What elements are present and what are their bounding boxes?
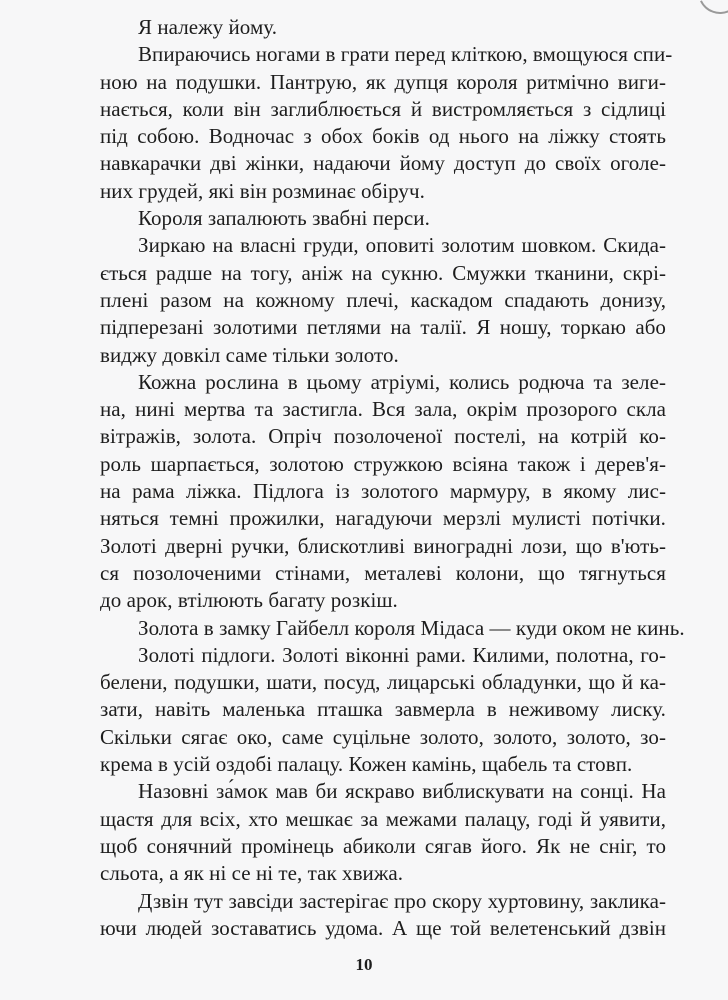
- paragraph: [62, 615, 685, 642]
- page-number: 10: [355, 955, 373, 974]
- text-line: ся позолоченими стінами, металеві колони, що тягнуться: [100, 560, 666, 585]
- text-line: Короля запалюють звабні перси.: [138, 206, 430, 231]
- page-corner-curl: [692, 0, 728, 20]
- text-line: Назовні за́мок мав би яскраво виблискувати на сонці. На: [138, 779, 666, 804]
- text-line: Впираючись ногами в грати перед кліткою, вмощуюся спи-: [138, 42, 673, 67]
- text-line: Дзвін тут завсіди застерігає про скору хуртовину, заклика-: [138, 888, 666, 913]
- paragraph: [62, 888, 666, 943]
- paragraph: [62, 369, 666, 615]
- paragraph: [62, 205, 666, 232]
- text-line: щастя для всіх, хто мешкає за межами палацу, годі й уявити,: [100, 806, 666, 831]
- text-line: щоб сонячний промінець абиколи сягав його. Як не сніг, то: [100, 833, 666, 858]
- text-line: зати, навіть маленька пташка завмерла в неживому лиску.: [100, 697, 666, 722]
- text-line: ється радше на тогу, аніж на сукню. Смужки тканини, скрі-: [100, 260, 666, 285]
- text-line: Золоті підлоги. Золоті віконні рами. Килими, полотна, го-: [138, 642, 666, 667]
- text-line: ючи людей зоставатись удома. А ще той велетенський дзвін: [100, 915, 666, 940]
- text-line: ною на подушки. Пантрую, як дупця короля ритмічно виги-: [100, 69, 666, 94]
- page-text: [62, 14, 685, 942]
- text-line: Скільки сягає око, саме суцільне золото, золото, золото, зо-: [100, 724, 666, 749]
- paragraph: [62, 232, 666, 368]
- text-line: крема в усій оздобі палацу. Кожен камінь, щабель та стовп.: [100, 752, 633, 777]
- text-line: белени, подушки, шати, посуд, лицарські обладунки, що й ка-: [100, 670, 666, 695]
- text-line: Зиркаю на власні груди, оповиті золотим шовком. Скида-: [138, 233, 666, 258]
- text-line: вітражів, золота. Опріч позолоченої постелі, на котрій ко-: [100, 424, 666, 449]
- text-line: нається, коли він заглиблюється й вистромляється з сідлиці: [100, 96, 666, 121]
- text-line: підперезані золотими петлями на талії. Я ношу, торкаю або: [100, 315, 666, 340]
- text-line: на, нині мертва та застигла. Вся зала, окрім прозорого скла: [100, 397, 666, 422]
- text-line: Золота в замку Гайбелл короля Мідаса — куди оком не кинь.: [138, 615, 685, 640]
- text-line: на рама ліжка. Підлога із золотого мармуру, в якому лис-: [100, 479, 666, 504]
- paragraph: [62, 642, 666, 778]
- paragraph: [62, 14, 666, 41]
- paragraph: [62, 778, 666, 887]
- text-line: няться темні прожилки, нагадуючи мерзлі мулисті потічки.: [100, 506, 666, 531]
- text-line: під собою. Водночас з обох боків од нього на ліжку стоять: [100, 124, 666, 149]
- text-line: виджу довкіл саме тільки золото.: [100, 342, 399, 367]
- text-line: Я належу йому.: [138, 15, 278, 39]
- text-line: Кожна рослина в цьому атріумі, колись родюча та зеле-: [138, 369, 666, 394]
- text-line: сльота, а як ні се ні те, так хвижа.: [100, 861, 404, 886]
- text-line: навкарачки дві жінки, надаючи йому доступ до своїх оголе-: [100, 151, 666, 176]
- paragraph: [62, 41, 673, 205]
- text-line: Золоті дверні ручки, блискотливі виноградні лози, що в'ють-: [100, 533, 666, 558]
- text-line: роль шарпається, золотою стружкою всіяна також і дерев'я-: [100, 451, 666, 476]
- text-line: до арок, втілюють багату розкіш.: [100, 588, 398, 613]
- text-line: плені разом на кожному плечі, каскадом спадають донизу,: [100, 287, 666, 312]
- text-line: них грудей, які він розминає обіруч.: [100, 178, 425, 203]
